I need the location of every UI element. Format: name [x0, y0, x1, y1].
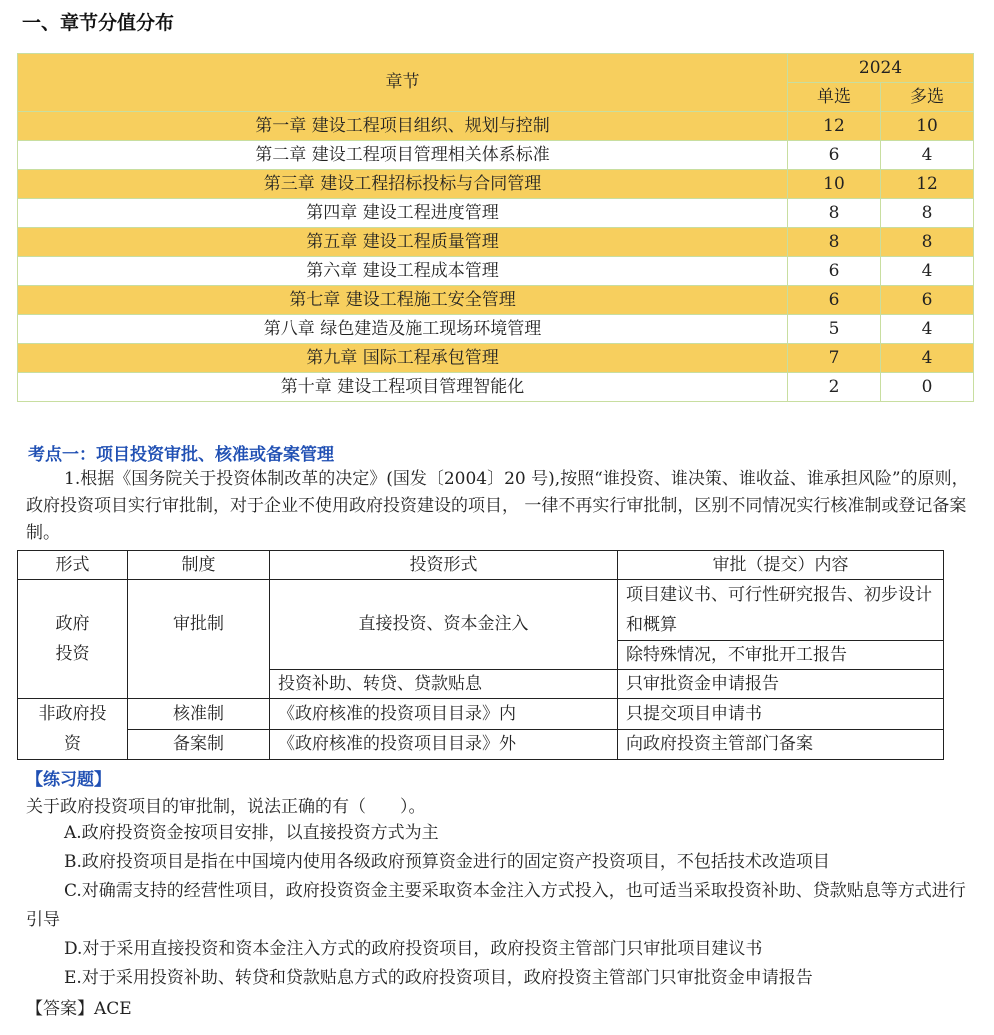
content-cell: 只提交项目申请书 — [618, 699, 944, 730]
single-choice-cell: 2 — [788, 373, 881, 402]
verification-system-cell: 核准制 — [128, 699, 270, 730]
filing-system-cell: 备案制 — [128, 729, 270, 760]
year-header: 2024 — [788, 54, 974, 83]
single-choice-cell: 8 — [788, 199, 881, 228]
chapter-name-cell: 第八章 绿色建造及施工现场环境管理 — [18, 315, 788, 344]
single-choice-cell: 8 — [788, 228, 881, 257]
subsidy-cell: 投资补助、转贷、贷款贴息 — [270, 670, 618, 699]
catalog-in-cell: 《政府核准的投资项目目录》内 — [270, 699, 618, 730]
option-b: B.政府投资项目是指在中国境内使用各级政府预算资金进行的固定资产投资项目，不包括技术改造项目 — [64, 852, 830, 872]
chapter-name-cell: 第一章 建设工程项目组织、规划与控制 — [18, 112, 788, 141]
chapter-name-cell: 第七章 建设工程施工安全管理 — [18, 286, 788, 315]
nongov-investment-cell: 非政府投 资 — [18, 699, 128, 760]
table-row — [18, 141, 974, 170]
chapter-name-cell: 第四章 建设工程进度管理 — [18, 199, 788, 228]
content-cell: 除特殊情况，不审批开工报告 — [618, 641, 944, 670]
header-form: 形式 — [18, 551, 128, 580]
question-stem: 关于政府投资项目的审批制，说法正确的有（ ）。 — [26, 797, 426, 817]
table-header-row — [18, 551, 944, 580]
table-row — [18, 199, 974, 228]
intro-paragraph: 1.根据《国务院关于投资体制改革的决定》(国发〔2004〕20 号),按照“谁投资、谁决策、谁收益、谁承担风险”的原则，政府投资项目实行审批制，对于企业不使用政府投资建设的项目， 一律不再实行审批制，区别不同情况实行核准制或登记备案制。 — [26, 469, 969, 543]
table-row — [18, 373, 974, 402]
investment-system-table — [17, 550, 944, 760]
chapter-score-table — [17, 53, 974, 402]
catalog-out-cell: 《政府核准的投资项目目录》外 — [270, 729, 618, 760]
multi-choice-cell: 10 — [881, 112, 974, 141]
table-row — [18, 228, 974, 257]
single-choice-cell: 6 — [788, 141, 881, 170]
single-choice-cell: 10 — [788, 170, 881, 199]
multi-choice-header: 多选 — [881, 83, 974, 112]
option-a: A.政府投资资金按项目安排，以直接投资方式为主 — [64, 823, 439, 843]
multi-choice-cell: 4 — [881, 257, 974, 286]
single-choice-cell: 5 — [788, 315, 881, 344]
table-row — [18, 112, 974, 141]
single-choice-cell: 7 — [788, 344, 881, 373]
page-heading: 一、章节分值分布 — [22, 12, 175, 34]
option-list — [26, 819, 970, 993]
chapter-name-cell: 第三章 建设工程招标投标与合同管理 — [18, 170, 788, 199]
single-choice-cell: 6 — [788, 286, 881, 315]
content-cell: 向政府投资主管部门备案 — [618, 729, 944, 760]
option-c: C.对确需支持的经营性项目，政府投资资金主要采取资本金注入方式投入，也可适当采取投资补助、贷款贴息等方式进行引导 — [26, 881, 966, 930]
option-e: E.对于采用投资补助、转贷和贷款贴息方式的政府投资项目，政府投资主管部门只审批资金申请报告 — [64, 968, 813, 988]
table-row — [18, 344, 974, 373]
multi-choice-cell: 8 — [881, 228, 974, 257]
content-cell: 项目建议书、可行性研究报告、初步设计和概算 — [618, 580, 944, 641]
chapter-name-cell: 第二章 建设工程项目管理相关体系标准 — [18, 141, 788, 170]
approval-system-cell: 审批制 — [128, 580, 270, 699]
answer: 【答案】ACE — [26, 999, 132, 1019]
multi-choice-cell: 12 — [881, 170, 974, 199]
chapter-name-cell: 第十章 建设工程项目管理智能化 — [18, 373, 788, 402]
gov-investment-cell: 政府 投资 — [18, 580, 128, 699]
header-approval-content: 审批（提交）内容 — [618, 551, 944, 580]
direct-investment-cell: 直接投资、资本金注入 — [270, 580, 618, 670]
multi-choice-cell: 6 — [881, 286, 974, 315]
table-row — [18, 257, 974, 286]
multi-choice-cell: 4 — [881, 315, 974, 344]
table-row — [18, 315, 974, 344]
exercise-tag: 【练习题】 — [26, 770, 111, 790]
single-choice-cell: 6 — [788, 257, 881, 286]
table-row — [18, 170, 974, 199]
section-title: 考点一：项目投资审批、核准或备案管理 — [28, 445, 334, 465]
multi-choice-cell: 4 — [881, 344, 974, 373]
header-investment-form: 投资形式 — [270, 551, 618, 580]
multi-choice-cell: 4 — [881, 141, 974, 170]
multi-choice-cell: 8 — [881, 199, 974, 228]
content-cell: 只审批资金申请报告 — [618, 670, 944, 699]
header-system: 制度 — [128, 551, 270, 580]
chapter-name-cell: 第九章 国际工程承包管理 — [18, 344, 788, 373]
table-row — [18, 286, 974, 315]
single-choice-cell: 12 — [788, 112, 881, 141]
chapter-name-cell: 第六章 建设工程成本管理 — [18, 257, 788, 286]
option-d: D.对于采用直接投资和资本金注入方式的政府投资项目，政府投资主管部门只审批项目建议书 — [64, 939, 763, 959]
multi-choice-cell: 0 — [881, 373, 974, 402]
chapter-name-cell: 第五章 建设工程质量管理 — [18, 228, 788, 257]
chapter-header: 章节 — [18, 54, 788, 112]
single-choice-header: 单选 — [788, 83, 881, 112]
